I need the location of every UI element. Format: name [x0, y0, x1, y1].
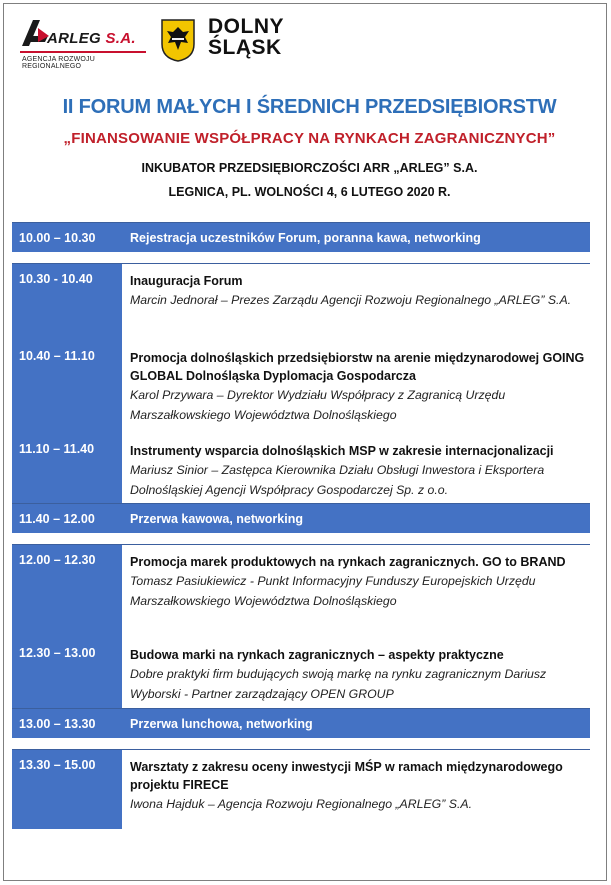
agenda-item-title: Promocja marek produktowych na rynkach zagranicznych. GO to BRAND — [130, 555, 566, 569]
arleg-tagline: AGENCJA ROZWOJU REGIONALNEGO — [22, 56, 96, 70]
agenda-session-details — [122, 750, 590, 829]
agenda-item-title: Promocja dolnośląskich przedsiębiorstw na arenie międzynarodowej GOING GLOBAL Dolnośląska Dyplomacja Gospodarcza — [130, 351, 585, 383]
region-name: DOLNY ŚLĄSK — [208, 15, 284, 59]
agenda-item — [130, 349, 586, 422]
dolny-slask-crest-icon — [160, 18, 196, 62]
arleg-mark-icon — [20, 18, 50, 48]
venue-line-2: LEGNICA, PL. WOLNOŚCI 4, 6 LUTEGO 2020 R. — [168, 185, 451, 199]
agenda-break-text: Przerwa kawowa, networking — [130, 512, 303, 526]
arleg-name: ARLEG S.A. — [47, 30, 136, 47]
venue-line-1: INKUBATOR PRZEDSIĘBIORCZOŚCI ARR „ARLEG” S.A. — [141, 161, 478, 175]
agenda-time-column — [12, 264, 122, 503]
agenda-item-title: Inauguracja Forum — [130, 274, 243, 288]
page-subtitle: „FINANSOWANIE WSPÓŁPRACY NA RYNKACH ZAGRANICZNYCH” — [63, 130, 556, 147]
agenda-time: 11.40 – 12.00 — [19, 512, 95, 526]
agenda-break-row — [12, 222, 590, 252]
agenda-item — [130, 442, 586, 500]
agenda-time-column — [12, 750, 122, 829]
agenda-item — [130, 646, 586, 704]
agenda-session-block — [12, 263, 590, 503]
agenda-session-details — [122, 264, 590, 503]
agenda-item-speaker: Iwona Hajduk – Agencja Rozwoju Regionalnego „ARLEG” S.A. — [130, 797, 472, 811]
agenda-break-text: Rejestracja uczestników Forum, poranna kawa, networking — [130, 231, 481, 245]
agenda-time: 13.00 – 13.30 — [19, 717, 96, 731]
agenda-session-details — [122, 545, 590, 708]
agenda-item-title: Budowa marki na rynkach zagranicznych – aspekty praktyczne — [130, 648, 504, 662]
agenda-item-title: Instrumenty wsparcia dolnośląskich MSP w zakresie internacjonalizacji — [130, 444, 554, 458]
arleg-divider — [20, 51, 146, 53]
agenda-session-block — [12, 749, 590, 829]
agenda-time: 10.30 - 10.40 — [19, 272, 93, 286]
header-logos — [20, 12, 320, 72]
agenda-table — [12, 222, 590, 829]
agenda-time: 13.30 – 15.00 — [19, 758, 96, 772]
agenda-break-row — [12, 503, 590, 533]
arleg-logo — [20, 18, 148, 70]
agenda-time: 12.00 – 12.30 — [19, 553, 96, 567]
agenda-item-speaker: Tomasz Pasiukiewicz - Punkt Informacyjny Funduszy Europejskich Urzędu Marszałkowskiego Województwa Dolnośląskiego — [130, 574, 536, 608]
agenda-item-speaker: Marcin Jednorał – Prezes Zarządu Agencji Rozwoju Regionalnego „ARLEG” S.A. — [130, 293, 572, 307]
agenda-time: 10.40 – 11.10 — [19, 349, 95, 363]
agenda-item — [130, 272, 586, 319]
page-title: II FORUM MAŁYCH I ŚREDNICH PRZEDSIĘBIORSTW — [62, 96, 557, 118]
agenda-time: 11.10 – 11.40 — [19, 442, 95, 456]
agenda-item-title: Warsztaty z zakresu oceny inwestycji MŚP w ramach międzynarodowego projektu FIRECE — [130, 760, 563, 792]
agenda-session-block — [12, 544, 590, 708]
agenda-item-speaker: Mariusz Sinior – Zastępca Kierownika Działu Obsługi Inwestora i Eksportera Dolnośląskiej Agencji Współpracy Gospodarczej Sp. z o.o. — [130, 463, 545, 497]
agenda-time-column — [12, 545, 122, 708]
agenda-break-row — [12, 708, 590, 738]
agenda-item — [130, 758, 586, 814]
agenda-item-speaker: Karol Przywara – Dyrektor Wydziału Współpracy z Zagranicą Urzędu Marszałkowskiego Województwa Dolnośląskiego — [130, 388, 506, 422]
agenda-time: 10.00 – 10.30 — [19, 231, 96, 245]
agenda-item — [130, 553, 586, 616]
page-frame — [3, 3, 607, 881]
agenda-break-text: Przerwa lunchowa, networking — [130, 717, 313, 731]
agenda-item-speaker: Dobre praktyki firm budujących swoją markę na rynku zagranicznym Dariusz Wyborski - Partner zarządzający OPEN GROUP — [130, 667, 547, 701]
agenda-time: 12.30 – 13.00 — [19, 646, 96, 660]
